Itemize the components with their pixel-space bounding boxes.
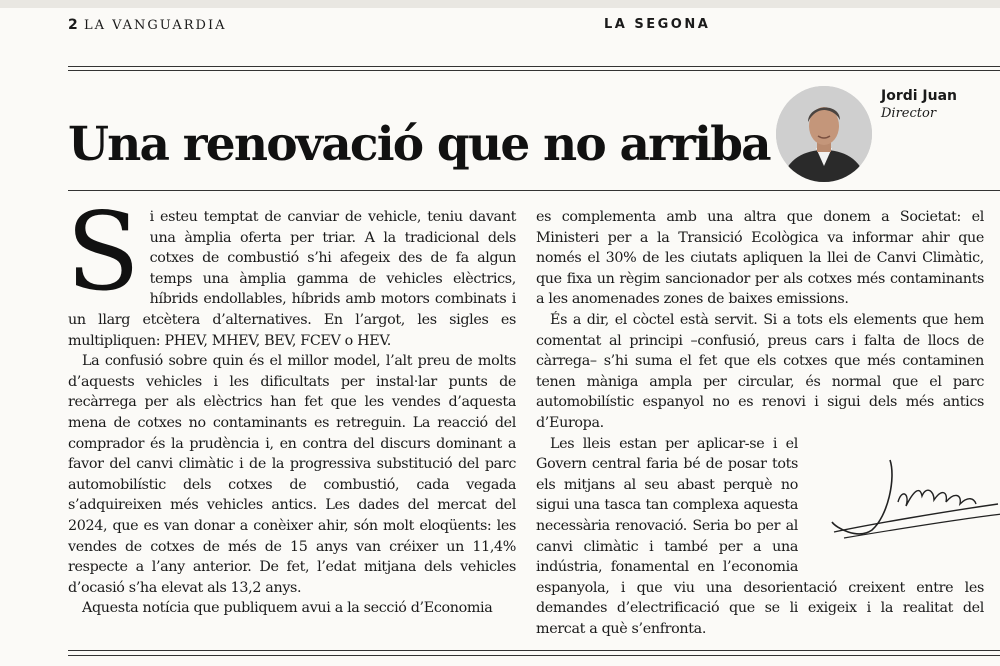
footer-rule-top <box>68 650 1000 651</box>
paragraph-2: La confusió sobre quin és el millor model, l’alt preu de molts d’aquests vehicles i les dificultats per instal·lar punts de recàrrega per als elèctrics han fet que les vendes d’aquesta mena de cotxes no contaminants es retreguin. La reacció del comprador és la prudència i, en contra del discurs dominant a favor del canvi climàtic i de la progressiva substitució del parc automobilístic dels cotxes de combustió, cada vegada s’adquireixen més vehicles antics. Les dades del mercat del 2024, que es van donar a conèixer ahir, són molt eloqüents: les vendes de cotxes de més de 15 anys van créixer un 11,4% respecte a l’any anterior. De fet, l’edat mitjana dels vehicles d’ocasió s’ha elevat als 13,2 anys. <box>68 353 516 596</box>
page-number: 2 <box>68 17 79 33</box>
footer-rule-bottom <box>68 655 1000 656</box>
drop-cap: S <box>66 190 140 315</box>
paragraph-5: És a dir, el còctel està servit. Si a tots els elements que hem comentat al principi –confusió, preus cars i falta de llocs de càrrega– s’hi suma el fet que els cotxes que més contaminen tenen màniga ampla per circular, és normal que el parc automobilístic espanyol no es renovi i sigui dels més antics d’Europa. <box>536 311 984 431</box>
headline-rule <box>68 190 1000 191</box>
top-edge-band <box>0 0 1000 8</box>
paragraph-6-text: Les lleis estan per aplicar-se i el Govern central faria bé de posar tots els mitjans al seu abast perquè no sigui una tasca tan complexa aquesta necessària renovació. Seria bo per al canvi climàtic i també per a una indústria, fonamental en l’economia espanyola, i que viu una desorientació creixent entre les demandes d’electrificació que se li exigeix i la realitat del mercat a què s’enfronta. <box>536 435 984 637</box>
headline: Una renovació que no arriba <box>68 117 770 173</box>
article-column-2 <box>536 207 984 639</box>
portrait-image <box>776 86 872 182</box>
paragraph-4: es complementa amb una altra que donem a Societat: el Ministeri per a la Transició Ecològica va informar ahir que només el 30% de les ciutats apliquen la llei de Canvi Climàtic, que fixa un règim sancionador per als cotxes més contaminants a les anomenades zones de baixes emissions. <box>536 209 984 308</box>
paragraph-3: Aquesta notícia que publiquem avui a la secció d’Economia <box>82 600 493 617</box>
article-column-1 <box>66 190 516 619</box>
paragraph-6 <box>536 434 984 640</box>
header-rule-top <box>68 66 1000 67</box>
running-head <box>68 17 932 37</box>
byline <box>881 88 957 121</box>
section-name: LA SEGONA <box>604 17 711 32</box>
paragraph-1-text: i esteu temptat de canviar de vehicle, teniu davant una àmplia oferta per triar. A la tradicional dels cotxes de combustió s’hi afegeix des de fa algun temps una àmplia gamma de vehicles elèctrics, híbrids endollables, híbrids amb motors combinats i un llarg etcètera d’alternatives. En l’argot, les sigles es multipliquen: PHEV, MHEV, BEV, FCEV o HEV. <box>68 209 516 349</box>
paragraph-1 <box>66 190 516 351</box>
author-photo <box>776 86 872 182</box>
header-rule-bottom <box>68 70 1000 71</box>
author-name: Jordi Juan <box>881 88 958 104</box>
signature-image <box>822 438 1000 558</box>
signature <box>808 438 996 558</box>
newspaper-name: LA VANGUARDIA <box>84 18 227 33</box>
author-role: Director <box>881 106 937 121</box>
